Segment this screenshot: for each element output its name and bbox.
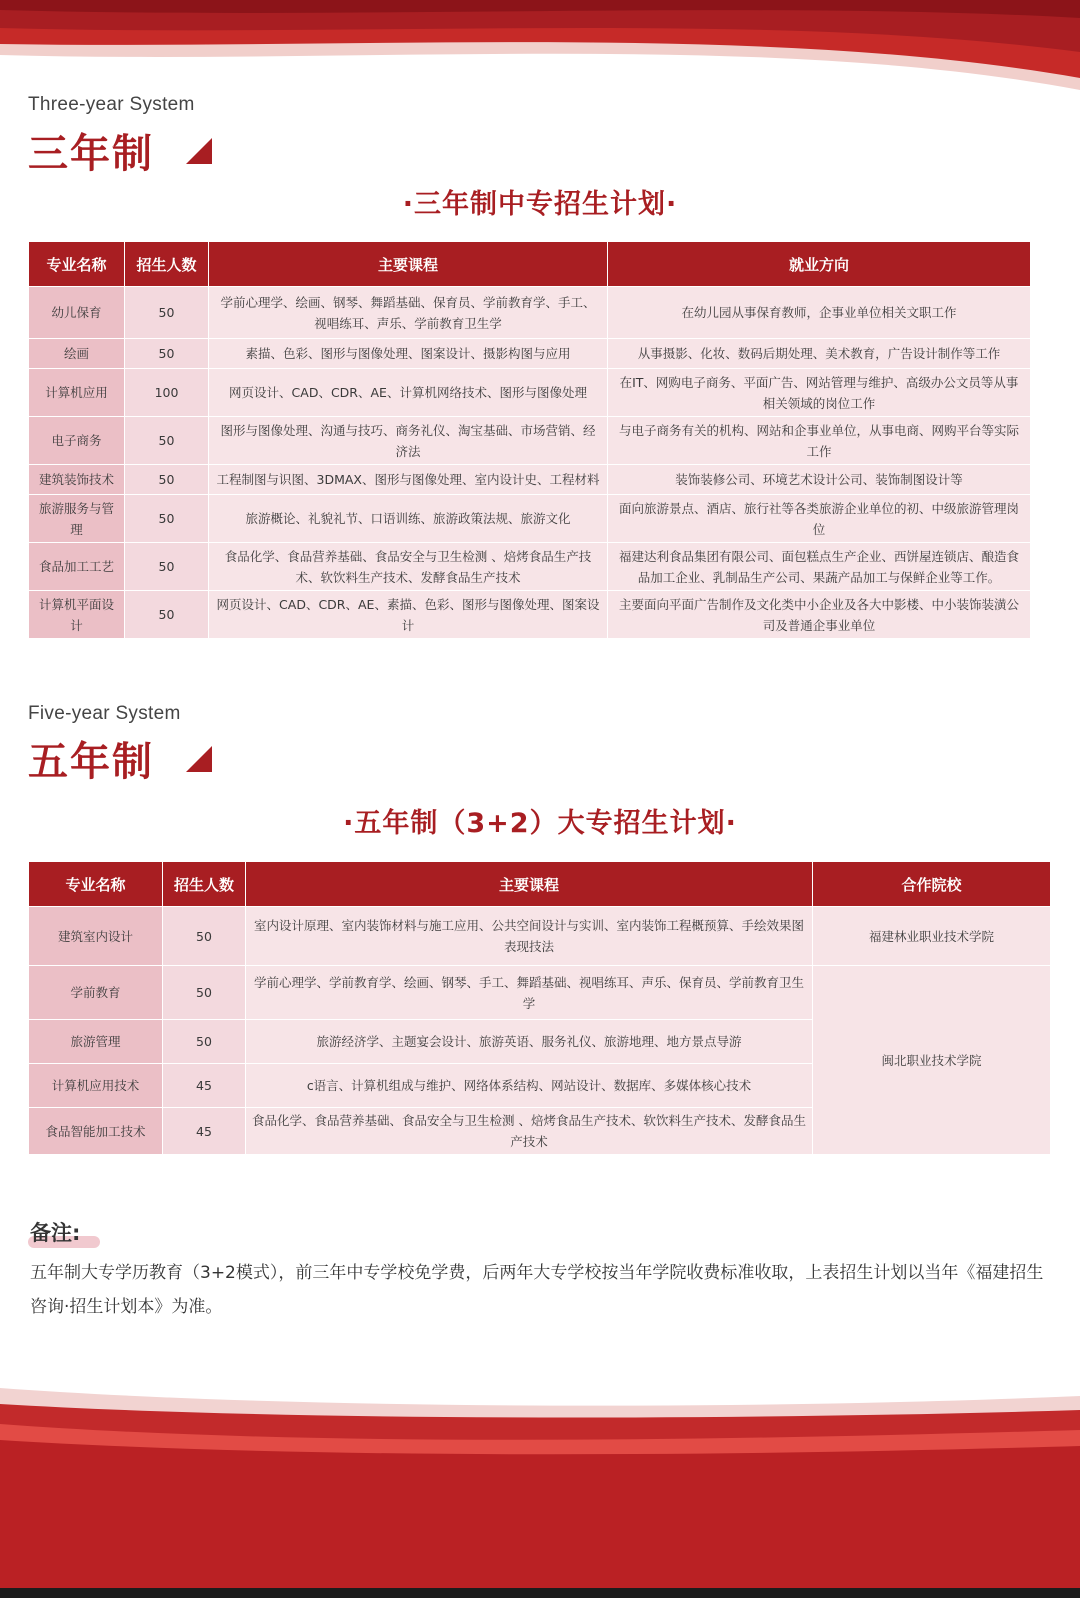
header-courses: 主要课程 [246, 862, 813, 907]
notes-title: 备注: [30, 1221, 81, 1245]
header-major: 专业名称 [29, 862, 163, 907]
enrollment-count: 50 [125, 417, 209, 465]
career-direction: 在幼儿园从事保育教师，企事业单位相关文职工作 [608, 287, 1031, 339]
career-direction: 福建达利食品集团有限公司、面包糕点生产企业、西饼屋连锁店、酿造食品加工企业、乳制品生产公司、果蔬产品加工与保鲜企业等工作。 [608, 543, 1031, 591]
main-courses: 食品化学、食品营养基础、食品安全与卫生检测 、焙烤食品生产技术、软饮料生产技术、发酵食品生产技术 [246, 1108, 813, 1155]
major-name: 幼儿保育 [29, 287, 125, 339]
enrollment-count: 45 [163, 1108, 246, 1155]
enrollment-count: 50 [125, 465, 209, 495]
enrollment-count: 45 [163, 1064, 246, 1108]
corner-triangle-icon [186, 138, 212, 164]
enrollment-count: 50 [125, 339, 209, 369]
header-career: 就业方向 [608, 242, 1031, 287]
table-header-row [29, 862, 1051, 907]
enrollment-count: 50 [125, 591, 209, 639]
table-row [29, 339, 1031, 369]
table-row [29, 287, 1031, 339]
header-count: 招生人数 [163, 862, 246, 907]
main-courses: 学前心理学、绘画、钢琴、舞蹈基础、保育员、学前教育学、手工、视唱练耳、声乐、学前教育卫生学 [209, 287, 608, 339]
enrollment-count: 50 [125, 543, 209, 591]
table-row [29, 465, 1031, 495]
table-row [29, 369, 1031, 417]
header-major: 专业名称 [29, 242, 125, 287]
major-name: 绘画 [29, 339, 125, 369]
major-name: 建筑装饰技术 [29, 465, 125, 495]
table-row [29, 591, 1031, 639]
career-direction: 主要面向平面广告制作及文化类中小企业及各大中影楼、中小装饰装潢公司及普通企事业单位 [608, 591, 1031, 639]
three-year-plan-table [28, 241, 1031, 639]
career-direction: 装饰装修公司、环境艺术设计公司、装饰制图设计等 [608, 465, 1031, 495]
major-name: 食品加工工艺 [29, 543, 125, 591]
career-direction: 从事摄影、化妆、数码后期处理、美术教育，广告设计制作等工作 [608, 339, 1031, 369]
table-row [29, 417, 1031, 465]
main-courses: 室内设计原理、室内装饰材料与施工应用、公共空间设计与实训、室内装饰工程概预算、手绘效果图表现技法 [246, 907, 813, 966]
major-name: 计算机应用 [29, 369, 125, 417]
enrollment-count: 100 [125, 369, 209, 417]
three-year-title: 三年制 [28, 131, 154, 177]
three-year-plan-title: ·三年制中专招生计划· [402, 189, 678, 220]
major-name: 计算机平面设计 [29, 591, 125, 639]
five-year-plan-title: ·五年制（3+2）大专招生计划· [343, 808, 737, 839]
career-direction: 与电子商务有关的机构、网站和企事业单位，从事电商、网购平台等实际工作 [608, 417, 1031, 465]
header-count: 招生人数 [125, 242, 209, 287]
major-name: 旅游服务与管理 [29, 495, 125, 543]
header-courses: 主要课程 [209, 242, 608, 287]
enrollment-count: 50 [163, 966, 246, 1020]
three-year-label-en: Three-year System [28, 94, 195, 115]
partner-college: 福建林业职业技术学院 [813, 907, 1051, 966]
table-row [29, 907, 1051, 966]
career-direction: 面向旅游景点、酒店、旅行社等各类旅游企业单位的初、中级旅游管理岗位 [608, 495, 1031, 543]
header-partner: 合作院校 [813, 862, 1051, 907]
main-courses: 网页设计、CAD、CDR、AE、计算机网络技术、图形与图像处理 [209, 369, 608, 417]
main-courses: 工程制图与识图、3DMAX、图形与图像处理、室内设计史、工程材料 [209, 465, 608, 495]
main-courses: 图形与图像处理、沟通与技巧、商务礼仪、淘宝基础、市场营销、经济法 [209, 417, 608, 465]
main-courses: 素描、色彩、图形与图像处理、图案设计、摄影构图与应用 [209, 339, 608, 369]
main-courses: 网页设计、CAD、CDR、AE、素描、色彩、图形与图像处理、图案设计 [209, 591, 608, 639]
enrollment-count: 50 [163, 1020, 246, 1064]
table-row [29, 495, 1031, 543]
main-courses: 学前心理学、学前教育学、绘画、钢琴、手工、舞蹈基础、视唱练耳、声乐、保育员、学前教育卫生学 [246, 966, 813, 1020]
table-row [29, 543, 1031, 591]
enrollment-count: 50 [125, 287, 209, 339]
enrollment-count: 50 [125, 495, 209, 543]
five-year-label-en: Five-year System [28, 703, 181, 724]
major-name: 旅游管理 [29, 1020, 163, 1064]
major-name: 计算机应用技术 [29, 1064, 163, 1108]
bottom-decoration [0, 1388, 1080, 1598]
table-row [29, 966, 1051, 1020]
five-year-title: 五年制 [28, 739, 154, 785]
corner-triangle-icon [186, 746, 212, 772]
major-name: 学前教育 [29, 966, 163, 1020]
major-name: 建筑室内设计 [29, 907, 163, 966]
major-name: 电子商务 [29, 417, 125, 465]
major-name: 食品智能加工技术 [29, 1108, 163, 1155]
partner-college: 闽北职业技术学院 [813, 966, 1051, 1155]
main-courses: 食品化学、食品营养基础、食品安全与卫生检测 、焙烤食品生产技术、软饮料生产技术、发酵食品生产技术 [209, 543, 608, 591]
table-header-row [29, 242, 1031, 287]
career-direction: 在IT、网购电子商务、平面广告、网站管理与维护、高级办公文员等从事相关领域的岗位工作 [608, 369, 1031, 417]
notes-text: 五年制大专学历教育（3+2模式），前三年中专学校免学费，后两年大专学校按当年学院收费标准收取，上表招生计划以当年《福建招生咨询·招生计划本》为准。 [30, 1263, 1044, 1317]
main-courses: 旅游经济学、主题宴会设计、旅游英语、服务礼仪、旅游地理、地方景点导游 [246, 1020, 813, 1064]
main-courses: c语言、计算机组成与维护、网络体系结构、网站设计、数据库、多媒体核心技术 [246, 1064, 813, 1108]
five-year-plan-table [28, 861, 1051, 1155]
enrollment-count: 50 [163, 907, 246, 966]
main-courses: 旅游概论、礼貌礼节、口语训练、旅游政策法规、旅游文化 [209, 495, 608, 543]
top-decoration [0, 0, 1080, 90]
